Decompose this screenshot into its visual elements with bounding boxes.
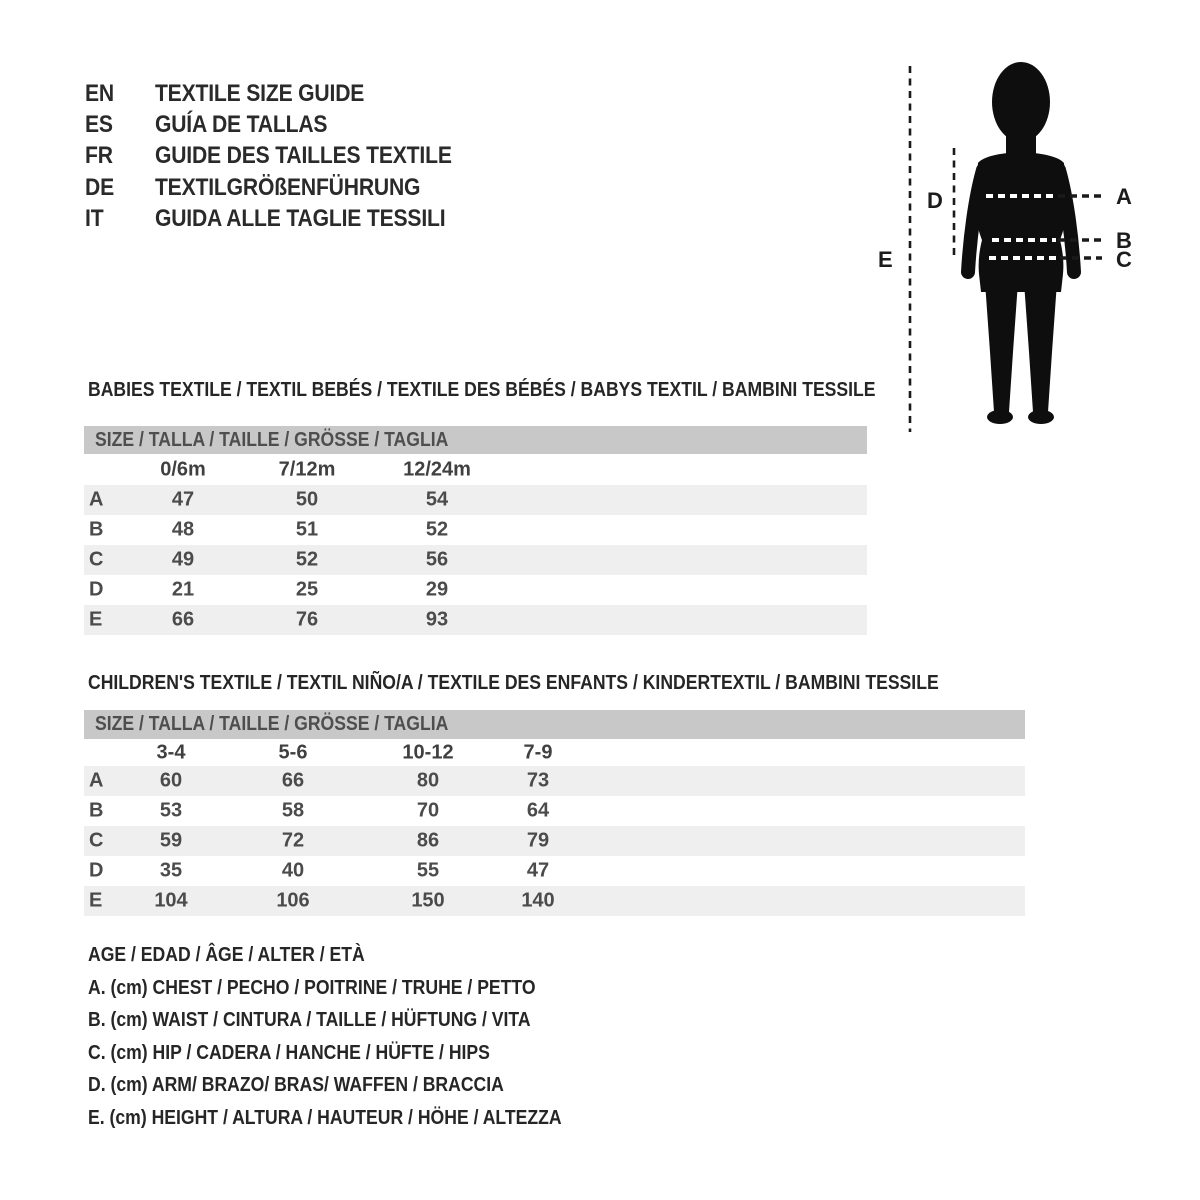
measure-row-label: E bbox=[89, 608, 103, 631]
table-row bbox=[84, 796, 1025, 826]
size-value-cell: 70 bbox=[416, 799, 440, 822]
language-label: TEXTILGRÖßENFÜHRUNG bbox=[154, 173, 421, 201]
table-row bbox=[84, 605, 867, 635]
table-header-row bbox=[84, 740, 1025, 766]
legend-line-age: AGE / EDAD / ÂGE / ALTER / ETÀ bbox=[88, 944, 365, 966]
size-value-cell: 55 bbox=[416, 859, 440, 882]
size-value-cell: 66 bbox=[171, 608, 195, 631]
size-value-cell: 53 bbox=[159, 799, 183, 822]
language-label: TEXTILE SIZE GUIDE bbox=[154, 80, 365, 107]
measure-row-label: C bbox=[89, 829, 104, 852]
size-value-cell: 64 bbox=[526, 799, 550, 822]
label-B: B bbox=[1116, 228, 1132, 253]
language-row bbox=[85, 205, 502, 236]
language-row bbox=[85, 111, 502, 142]
size-value-cell: 35 bbox=[159, 859, 183, 882]
size-column-header: 12/24m bbox=[403, 458, 471, 480]
measure-row-label: E bbox=[89, 889, 103, 912]
language-row bbox=[85, 80, 502, 111]
size-value-cell: 86 bbox=[416, 829, 440, 852]
size-column-header: 10-12 bbox=[402, 741, 454, 764]
language-code: IT bbox=[85, 204, 104, 232]
size-value-cell: 106 bbox=[276, 889, 310, 912]
legend-line-waist: B. (cm) WAIST / CINTURA / TAILLE / HÜFTUNG / VITA bbox=[88, 1009, 531, 1032]
table-row bbox=[84, 856, 1025, 886]
size-value-cell: 50 bbox=[295, 488, 319, 511]
table-row bbox=[84, 766, 1025, 796]
size-value-cell: 72 bbox=[281, 829, 305, 852]
label-E: E bbox=[878, 247, 893, 272]
children-size-table bbox=[84, 740, 1025, 916]
label-A: A bbox=[1116, 184, 1132, 209]
measure-row-label: B bbox=[89, 518, 104, 541]
language-code: ES bbox=[85, 111, 113, 139]
child-silhouette bbox=[968, 62, 1074, 424]
legend-line-arm: D. (cm) ARM/ BRAZO/ BRAS/ WAFFEN / BRACCIA bbox=[88, 1074, 504, 1097]
size-value-cell: 66 bbox=[281, 769, 305, 792]
measure-row-label: C bbox=[89, 548, 104, 571]
size-column-header: 0/6m bbox=[160, 458, 206, 480]
label-C: C bbox=[1116, 247, 1132, 272]
table-row bbox=[84, 515, 867, 545]
table-row bbox=[84, 886, 1025, 916]
legend-line-height: E. (cm) HEIGHT / ALTURA / HAUTEUR / HÖHE / ALTEZZA bbox=[88, 1106, 562, 1129]
measurement-legend bbox=[88, 944, 626, 1140]
size-value-cell: 29 bbox=[425, 578, 449, 601]
label-D: D bbox=[927, 188, 943, 213]
table-row bbox=[84, 575, 867, 605]
measure-row-label: B bbox=[89, 799, 104, 822]
size-value-cell: 56 bbox=[425, 548, 449, 571]
size-value-cell: 40 bbox=[281, 859, 305, 882]
legend-line-hip: C. (cm) HIP / CADERA / HANCHE / HÜFTE / HIPS bbox=[88, 1041, 490, 1064]
size-value-cell: 54 bbox=[425, 488, 449, 511]
size-value-cell: 49 bbox=[171, 548, 195, 571]
language-list bbox=[85, 80, 502, 236]
table-row bbox=[84, 545, 867, 575]
size-value-cell: 60 bbox=[159, 769, 183, 792]
size-value-cell: 73 bbox=[526, 769, 550, 792]
size-column-header: 5-6 bbox=[278, 741, 308, 764]
size-value-cell: 104 bbox=[154, 889, 188, 912]
size-value-cell: 25 bbox=[295, 578, 319, 601]
babies-size-table bbox=[84, 454, 867, 635]
size-column-header: 7-9 bbox=[523, 741, 553, 764]
size-value-cell: 79 bbox=[526, 829, 550, 852]
size-value-cell: 58 bbox=[281, 799, 305, 822]
size-column-header: 3-4 bbox=[156, 741, 186, 764]
measure-row-label: A bbox=[89, 488, 104, 511]
measure-row-label: D bbox=[89, 578, 104, 601]
babies-size-header-bar bbox=[84, 426, 867, 454]
table-row bbox=[84, 485, 867, 515]
babies-section-title: BABIES TEXTILE / TEXTIL BEBÉS / TEXTILE DES BÉBÉS / BABYS TEXTIL / BAMBINI TESSILE bbox=[88, 379, 876, 401]
language-code: EN bbox=[85, 80, 114, 107]
size-value-cell: 93 bbox=[425, 608, 449, 631]
size-value-cell: 140 bbox=[521, 889, 555, 912]
table-row bbox=[84, 826, 1025, 856]
language-label: GUIDA ALLE TAGLIE TESSILI bbox=[154, 204, 446, 232]
size-value-cell: 51 bbox=[295, 518, 319, 541]
size-header-label: SIZE / TALLA / TAILLE / GRÖSSE / TAGLIA bbox=[95, 713, 449, 735]
size-value-cell: 150 bbox=[411, 889, 445, 912]
size-value-cell: 21 bbox=[171, 578, 195, 601]
size-value-cell: 52 bbox=[295, 548, 319, 571]
language-code: FR bbox=[85, 142, 113, 170]
children-size-header-bar bbox=[84, 710, 1025, 739]
language-row bbox=[85, 174, 502, 205]
language-row bbox=[85, 142, 502, 173]
children-section-title: CHILDREN'S TEXTILE / TEXTIL NIÑO/A / TEXTILE DES ENFANTS / KINDERTEXTIL / BAMBINI TESSILE bbox=[88, 672, 939, 694]
size-value-cell: 48 bbox=[171, 518, 195, 541]
legend-line-chest: A. (cm) CHEST / PECHO / POITRINE / TRUHE / PETTO bbox=[88, 976, 536, 999]
size-value-cell: 52 bbox=[425, 518, 449, 541]
table-header-row bbox=[84, 454, 867, 485]
measure-row-label: D bbox=[89, 859, 104, 882]
size-value-cell: 47 bbox=[171, 488, 195, 511]
size-value-cell: 76 bbox=[295, 608, 319, 631]
language-label: GUIDE DES TAILLES TEXTILE bbox=[154, 142, 452, 170]
size-value-cell: 59 bbox=[159, 829, 183, 852]
measure-row-label: A bbox=[89, 769, 104, 792]
size-column-header: 7/12m bbox=[278, 458, 336, 480]
size-header-label: SIZE / TALLA / TAILLE / GRÖSSE / TAGLIA bbox=[95, 429, 449, 451]
size-value-cell: 47 bbox=[526, 859, 550, 882]
language-code: DE bbox=[85, 173, 114, 201]
size-value-cell: 80 bbox=[416, 769, 440, 792]
language-label: GUÍA DE TALLAS bbox=[154, 111, 328, 139]
